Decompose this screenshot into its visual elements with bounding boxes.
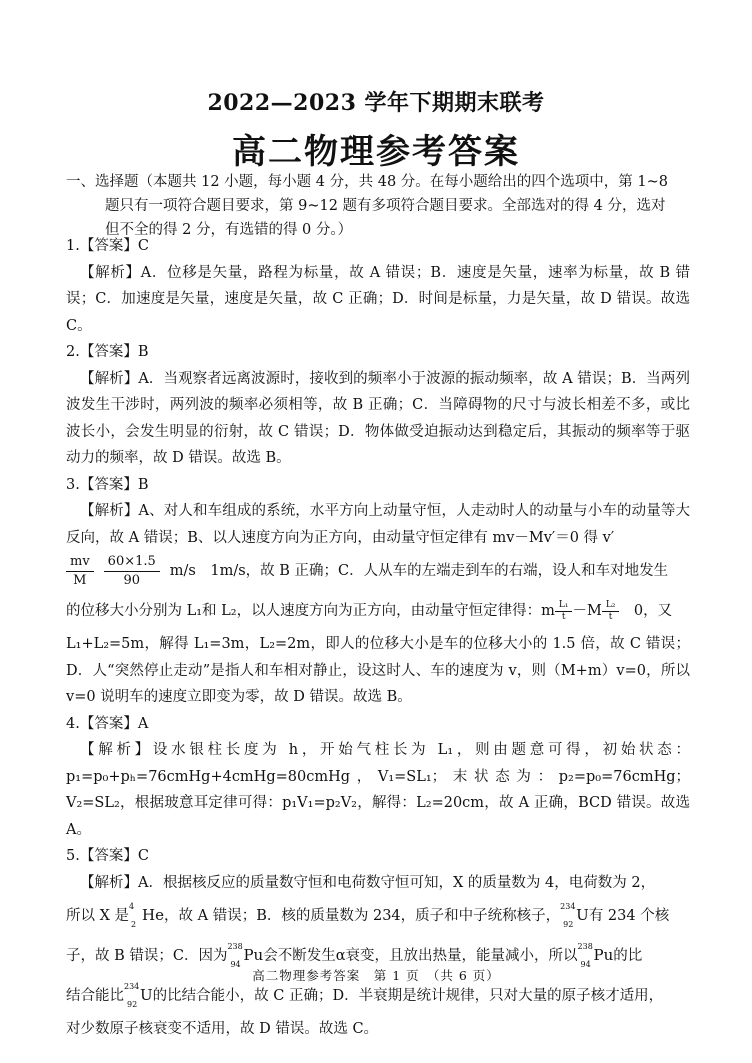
uranium-nucleus-symbol-2: 234 92 U xyxy=(124,982,153,1010)
question-5-analysis-part-1: 【解析】A．根据核反应的质量数守恒和电荷数守恒可知，X 的质量数为 4，电荷数为 2， xyxy=(80,874,656,891)
question-1-answer: 1.【答案】C xyxy=(66,238,149,254)
section-instructions xyxy=(66,170,696,242)
question-3-formula-row xyxy=(66,551,690,591)
question-2-answer: 2.【答案】B xyxy=(66,344,149,360)
instructions-line-3: 但不全的得 2 分，有选错的得 0 分。） xyxy=(105,222,353,238)
exam-title: 2022—2023 学年下期期末联考 xyxy=(207,90,545,116)
helium-nucleus-symbol: 4 2 He xyxy=(129,902,165,930)
question-5-line-3: 子，故 B 错误；C．因为 238 94 Pu 会不断发生α衰变，且放出热量，能量减小，所以 238 94 Pu 的比 xyxy=(66,942,643,970)
instructions-line-1: 一、选择题（本题共 12 小题，每小题 4 分，共 48 分。在每小题给出的四个选项中，第 1~8 xyxy=(66,174,668,190)
fraction-l2-over-t: $\frac{\text{L₂}}{t}$ xyxy=(602,600,620,623)
page-footer: 高二物理参考答案 第 1 页 （共 6 页） xyxy=(252,968,500,983)
question-3-analysis-part-4: L₁+L₂=5m，解得 L₁=3m，L₂=2m，即人的位移大小是车的位移大小的 1.5 倍，故 C 错误；D．人“突然停止走动”是指人和车相对静止，设这时人、车的速度为 v，则（M+m）v=0，所以 v=0 说明车的速度立即变为零，故 D 错误。故选 B。 xyxy=(66,636,690,705)
fraction-mv-over-m: $\frac{mv}{M}$ xyxy=(66,553,94,590)
question-4-analysis: 【解析】设水银柱长度为 h，开始气柱长为 L₁，则由题意可得，初始状态：p₁=p₀+pₕ=76cmHg+4cmHg=80cmHg，V₁=SL₁；末状态为：p₂=p₀=76cmHg；V₂=SL₂，根据玻意耳定律可得：p₁V₁=p₂V₂，解得：L₂=20cm，故 A 正确，BCD 错误。故选 A。 xyxy=(66,742,690,838)
question-3 xyxy=(66,472,690,711)
plutonium-nucleus-symbol: 238 94 Pu xyxy=(227,942,264,970)
question-3-answer: 3.【答案】B xyxy=(66,476,149,493)
fraction-numeric: $\frac{60\times 1.5}{90}$ xyxy=(104,553,160,590)
question-4-answer: 4.【答案】A xyxy=(66,715,149,732)
question-2-analysis: 【解析】A．当观察者远离波源时，接收到的频率小于波源的振动频率，故 A 错误；B．当两列波发生干涉时，两列波的频率必须相等，故 B 正确；C．当障碍物的尺寸与波长相差不多，或比波长小，会发生明显的衍射，故 C 错误；D．物体做受迫振动达到稳定后，其振动的频率等于驱动力的频率，故 D 错误。故选 B。 xyxy=(66,370,690,466)
question-3-momentum-row: 的位移大小分别为 L₁和 L₂，以人速度方向为正方向，由动量守恒定律得：m $\frac{\text{L₁}}{t}$ －M $\frac{\text{L₂}}{t}$ 0，又 xyxy=(66,599,673,622)
uranium-nucleus-symbol: 234 92 U xyxy=(560,902,589,930)
fraction-l1-over-t: $\frac{\text{L₁}}{t}$ xyxy=(555,600,573,623)
question-5-line-4: 结合能比 234 92 U 的比结合能小，故 C 正确；D．半衰期是统计规律，只对大量的原子核才适用， xyxy=(66,982,664,1010)
plutonium-nucleus-symbol-2: 238 94 Pu xyxy=(577,942,614,970)
question-1-analysis: 【解析】A．位移是矢量，路程为标量，故 A 错误；B．速度是矢量，速率为标量，故 B 错误；C．加速度是矢量，速度是矢量，故 C 正确；D．时间是标量，力是矢量，故 D 错误。故选 C。 xyxy=(66,264,690,334)
question-5-analysis-part-5: 对少数原子核衰变不适用，故 D 错误。故选 C。 xyxy=(66,1021,379,1037)
answers-content xyxy=(66,233,690,1043)
page-title: 高二物理参考答案 xyxy=(232,132,520,172)
question-3-analysis-part-2: m/s 1m/s，故 B 正确；C．人从车的左端走到车的右端，设人和车对地发生 xyxy=(169,562,669,579)
instructions-line-2: 题只有一项符合题目要求，第 9~12 题有多项符合题目要求。全部选对的得 4 分，选对 xyxy=(105,198,666,214)
question-5 xyxy=(66,843,690,1043)
question-4 xyxy=(66,711,690,844)
question-3-analysis-part-1: 【解析】A、对人和车组成的系统，水平方向上动量守恒，人走动时人的动量与小车的动量等大反向，故 A 错误；B、以人速度方向为正方向，由动量守恒定律有 mv－Mv′＝0 得 v′ xyxy=(66,503,690,546)
question-2 xyxy=(66,339,690,472)
question-5-answer: 5.【答案】C xyxy=(66,848,149,864)
question-1 xyxy=(66,233,690,339)
question-5-line-2: 所以 X 是 4 2 He ，故 A 错误；B．核的质量数为 234，质子和中子统称核子， 234 92 U 有 234 个核 xyxy=(66,902,670,930)
